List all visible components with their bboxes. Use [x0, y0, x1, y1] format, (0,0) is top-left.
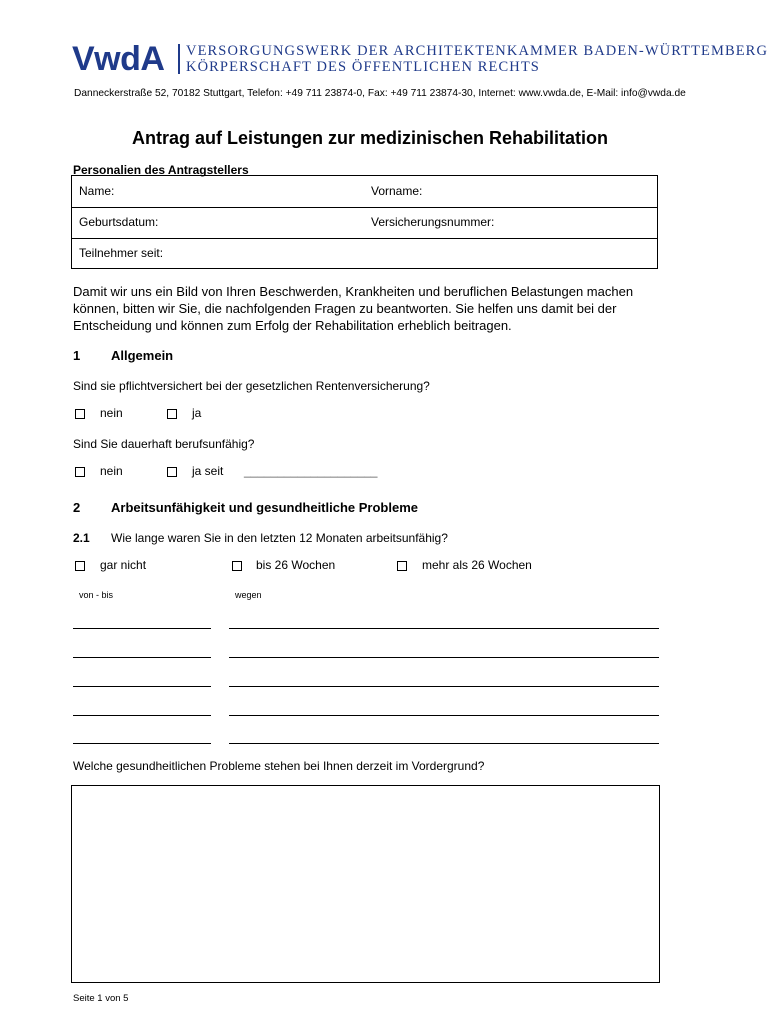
- answer-line-wegen[interactable]: [229, 657, 659, 658]
- column-von-bis: von - bis: [79, 590, 114, 600]
- vorname-field[interactable]: Vorname:: [371, 184, 423, 198]
- q2-date-blank[interactable]: ____________________: [244, 464, 378, 478]
- checkbox-icon[interactable]: [167, 467, 177, 477]
- checkbox-icon[interactable]: [232, 561, 242, 571]
- answer-line-wegen[interactable]: [229, 686, 659, 687]
- checkbox-q1-ja[interactable]: [167, 405, 177, 423]
- mehr-26-label: mehr als 26 Wochen: [422, 558, 532, 572]
- gar-nicht-label: gar nicht: [100, 558, 147, 572]
- versicherungsnummer-field[interactable]: Versicherungsnummer:: [371, 215, 495, 229]
- checkbox-mehr-26[interactable]: [397, 557, 407, 575]
- question-berufsunfaehig: Sind Sie dauerhaft berufsunfähig?: [73, 437, 255, 451]
- personal-row-member: [72, 238, 657, 269]
- answer-line-von-bis[interactable]: [73, 743, 211, 744]
- column-wegen: wegen: [235, 590, 262, 600]
- question-gesundheitliche-probleme: Welche gesundheitlichen Probleme stehen bei Ihnen derzeit im Vordergrund?: [73, 759, 485, 773]
- geburtsdatum-field[interactable]: Geburtsdatum:: [79, 215, 159, 229]
- checkbox-q2-ja[interactable]: [167, 463, 177, 481]
- section1-number: 1: [73, 348, 81, 363]
- personal-row-birth: [72, 207, 657, 239]
- name-field[interactable]: Name:: [79, 184, 115, 198]
- checkbox-icon[interactable]: [167, 409, 177, 419]
- bis-26-label: bis 26 Wochen: [256, 558, 336, 572]
- q2-ja-seit-label: ja seit: [192, 464, 224, 478]
- section1-title: Allgemein: [111, 348, 174, 363]
- answer-line-wegen[interactable]: [229, 628, 659, 629]
- logo-separator: [178, 44, 180, 74]
- page-number: Seite 1 von 5: [73, 993, 129, 1004]
- document-title: Antrag auf Leistungen zur medizinischen Rehabilitation: [131, 128, 609, 148]
- checkbox-icon[interactable]: [397, 561, 407, 571]
- checkbox-icon[interactable]: [75, 467, 85, 477]
- answer-line-von-bis[interactable]: [73, 628, 211, 629]
- checkbox-icon[interactable]: [75, 561, 85, 571]
- checkbox-bis-26[interactable]: [232, 557, 242, 575]
- personal-table: [71, 175, 658, 269]
- q1-ja-label: ja: [192, 406, 202, 420]
- vwda-logo: VwdA: [72, 40, 165, 78]
- checkbox-icon[interactable]: [75, 409, 85, 419]
- problems-answer-box[interactable]: [71, 785, 660, 983]
- checkbox-gar-nicht[interactable]: [75, 557, 85, 575]
- personal-heading: Personalien des Antragstellers: [73, 163, 249, 177]
- answer-line-wegen[interactable]: [229, 743, 659, 744]
- section2-number: 2: [73, 500, 81, 515]
- question-arbeitsunfaehig: Wie lange waren Sie in den letzten 12 Monaten arbeitsunfähig?: [111, 531, 448, 545]
- answer-line-von-bis[interactable]: [73, 657, 211, 658]
- q1-nein-label: nein: [100, 406, 123, 420]
- contact-line: Danneckerstraße 52, 70182 Stuttgart, Telefon: +49 711 23874-0, Fax: +49 711 23874-30, Internet: www.vwda.de, E-Mail: info@vwda.de: [74, 88, 686, 99]
- personal-row-name: [72, 176, 657, 208]
- sub-2-1-number: 2.1: [73, 531, 90, 545]
- intro-paragraph: Damit wir uns ein Bild von Ihren Beschwerden, Krankheiten und beruflichen Belastungen machen können, bitten wir Sie, die nachfolgenden Fragen zu beantworten. Sie helfen uns damit bei der Entscheidung und können zum Erfolg der Rehabilitation erheblich beitragen.: [73, 284, 634, 333]
- section2-title: Arbeitsunfähigkeit und gesundheitliche Probleme: [111, 500, 418, 515]
- checkbox-q2-nein[interactable]: [75, 463, 85, 481]
- org-subtitle: KÖRPERSCHAFT DES ÖFFENTLICHEN RECHTS: [186, 59, 540, 75]
- answer-line-von-bis[interactable]: [73, 686, 211, 687]
- checkbox-q1-nein[interactable]: [75, 405, 85, 423]
- answer-line-wegen[interactable]: [229, 715, 659, 716]
- teilnehmer-field[interactable]: Teilnehmer seit:: [79, 246, 164, 260]
- question-pflichtversichert: Sind sie pflichtversichert bei der gesetzlichen Rentenversicherung?: [73, 379, 430, 393]
- q2-nein-label: nein: [100, 464, 123, 478]
- answer-line-von-bis[interactable]: [73, 715, 211, 716]
- org-name: VERSORGUNGSWERK DER ARCHITEKTENKAMMER BADEN-WÜRTTEMBERG: [186, 43, 769, 59]
